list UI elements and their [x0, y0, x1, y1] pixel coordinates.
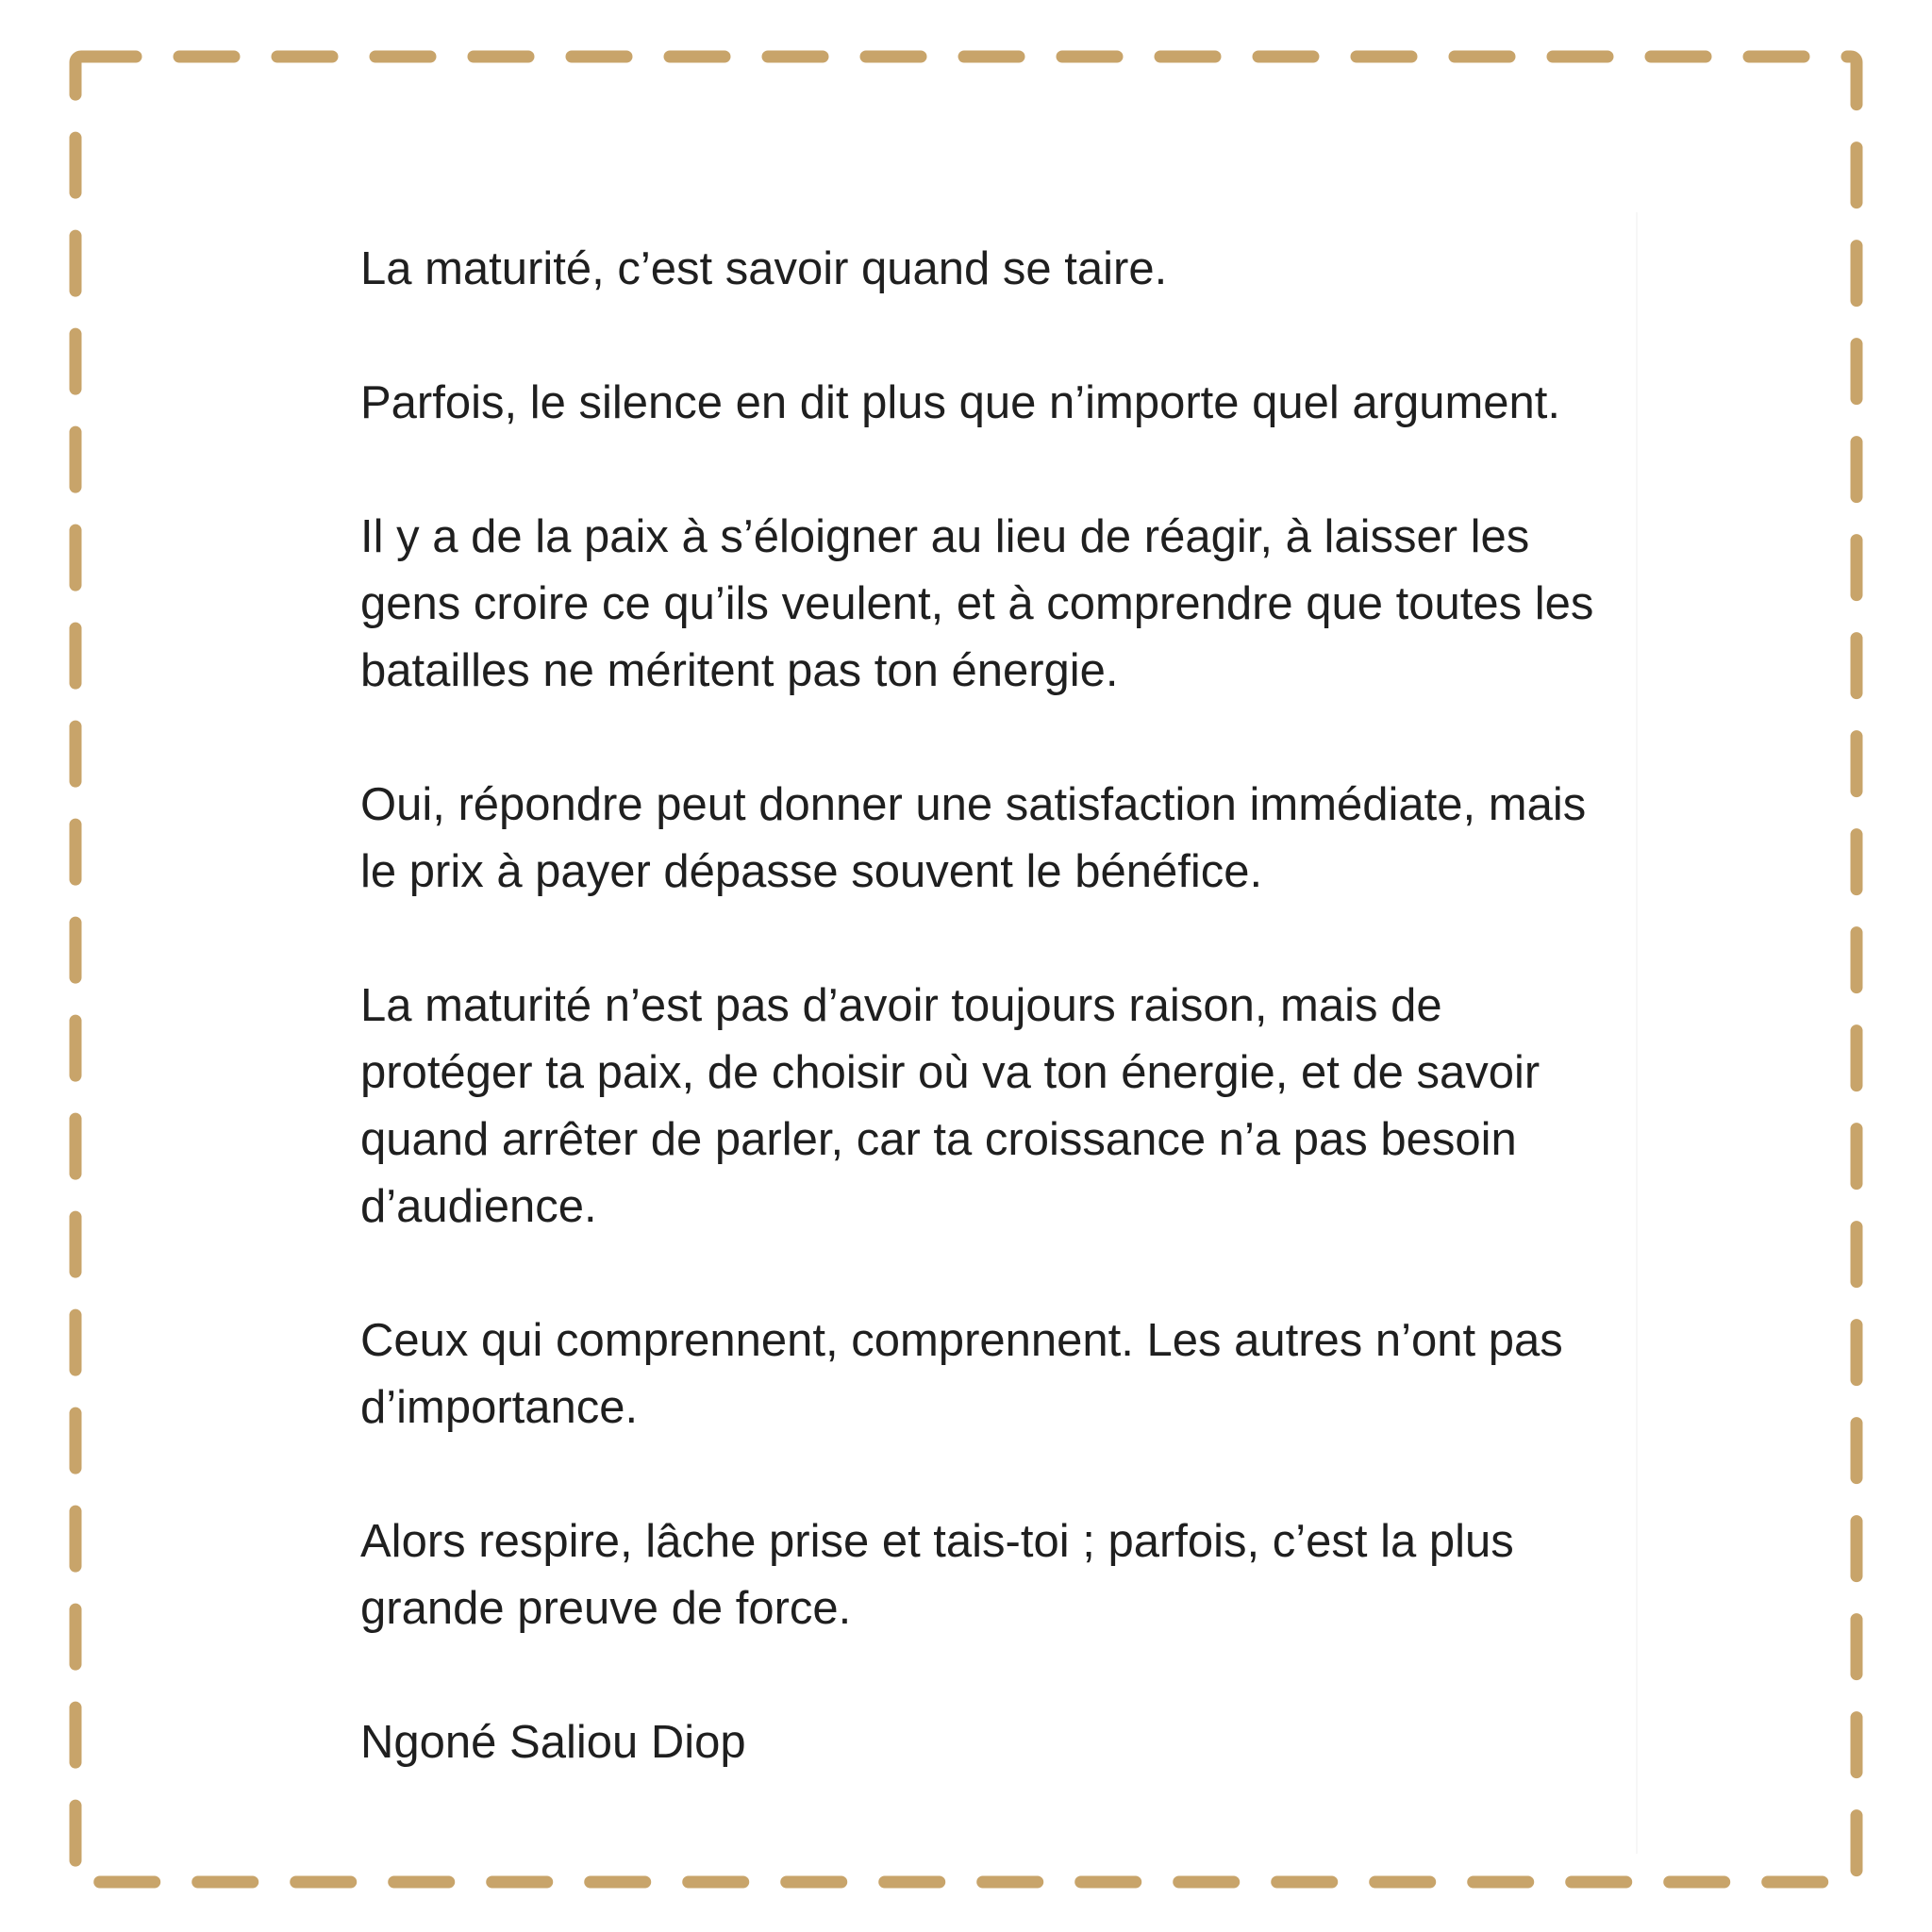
faint-divider-line: [1636, 212, 1638, 1854]
quote-paragraph-2: Parfois, le silence en dit plus que n’importe quel argument.: [360, 377, 1560, 428]
quote-paragraph-3: Il y a de la paix à s’éloigner au lieu de réagir, à laisser les gens croire ce qu’ils veulent, et à comprendre que toutes les batailles ne méritent pas ton énergie.: [360, 511, 1594, 696]
quote-text-block: [360, 236, 1624, 1776]
quote-paragraph-5: La maturité n’est pas d’avoir toujours raison, mais de protéger ta paix, de choisir où va ton énergie, et de savoir quand arrêter de parler, car ta croissance n’a pas besoin d’audience.: [360, 980, 1541, 1232]
quote-paragraph-1: La maturité, c’est savoir quand se taire.: [360, 243, 1168, 294]
author-signature: Ngoné Saliou Diop: [360, 1717, 746, 1768]
quote-paragraph-7: Alors respire, lâche prise et tais-toi ; parfois, c’est la plus grande preuve de force.: [360, 1516, 1514, 1634]
quote-paragraph-4: Oui, répondre peut donner une satisfaction immédiate, mais le prix à payer dépasse souvent le bénéfice.: [360, 779, 1587, 897]
quote-paragraph-6: Ceux qui comprennent, comprennent. Les autres n’ont pas d’importance.: [360, 1315, 1563, 1433]
